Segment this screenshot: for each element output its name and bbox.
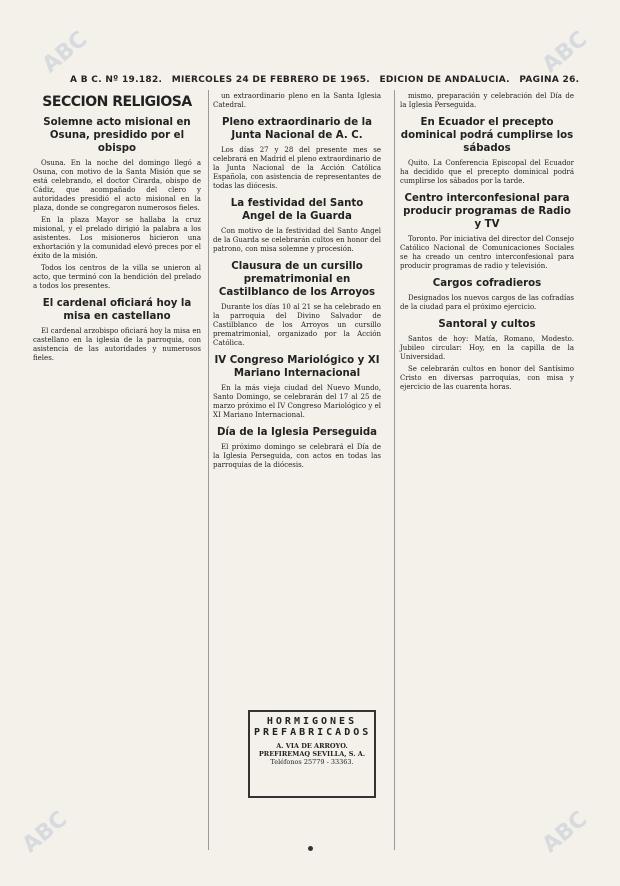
article-paragraph: Designados los nuevos cargos de las cofradías de la ciudad para el próximo ejercicio. (400, 294, 574, 311)
edition: EDICION DE ANDALUCIA. (379, 75, 510, 85)
article-headline: En Ecuador el precepto dominical podrá cumplirse los sábados (400, 117, 574, 154)
article-headline: Cargos cofradieros (432, 278, 542, 289)
section-title: SECCION RELIGIOSA (42, 94, 192, 110)
watermark: ABC (37, 26, 93, 79)
article-paragraph: El cardenal arzobispo oficiará hoy la misa en castellano en la iglesia de la parroquia, con asistencia de las autoridades y numerosos fieles. (33, 327, 201, 362)
article-headline: Centro interconfesional para producir programas de Radio y TV (403, 193, 571, 230)
column-3 (400, 92, 574, 395)
column-2 (213, 92, 381, 473)
column-divider (394, 90, 395, 850)
page-header (70, 75, 585, 85)
article-paragraph: En la plaza Mayor se hallaba la cruz misional, y el prelado dirigió la palabra a los asistentes. Los misioneros hicieron una exhortación y la comunidad elevó preces por el éxito de la misión. (33, 216, 201, 260)
article-paragraph: mismo, preparación y celebración del Día de la Iglesia Perseguida. (400, 92, 574, 109)
article-headline: Solemne acto misional en Osuna, presidido por el obispo (43, 117, 191, 154)
article-paragraph: Los días 27 y 28 del presente mes se celebrará en Madrid el pleno extraordinario de la Junta Nacional de la Acción Católica Española, con asistencia de representantes de todas las diócesis. (213, 146, 381, 190)
article-headline: Pleno extraordinario de la Junta Nacional de A. C. (221, 117, 373, 141)
article-headline: Clausura de un cursillo prematrimonial en Castilblanco de los Arroyos (218, 261, 376, 298)
ad-phone: Teléfonos 25779 - 33363. (270, 758, 354, 766)
article-paragraph: El próximo domingo se celebrará el Día de la Iglesia Perseguida, con actos en todas las parroquias de la diócesis. (213, 443, 381, 469)
article-headline: La festividad del Santo Angel de la Guarda (230, 198, 364, 222)
ad-line: A. VIA DE ARROYO. (276, 742, 348, 750)
column-1 (33, 92, 201, 366)
article-headline: Santoral y cultos (438, 319, 536, 330)
date: MIERCOLES 24 DE FEBRERO DE 1965. (171, 75, 371, 85)
article-paragraph: En la más vieja ciudad del Nuevo Mundo, Santo Domingo, se celebrarán del 17 al 25 de marzo próximo el IV Congreso Mariológico y el XI Mariano Internacional. (213, 384, 381, 419)
page-ornament (308, 846, 313, 851)
article-paragraph: Todos los centros de la villa se unieron al acto, que terminó con la bendición del prelado a todos los presentes. (33, 264, 201, 290)
ad-line: PREFIREMAQ SEVILLA, S. A. (258, 750, 366, 758)
article-paragraph: Quito. La Conferencia Episcopal del Ecuador ha decidido que el precepto dominical podrá cumplirse los sábados por la tarde. (400, 159, 574, 185)
page-number: PAGINA 26. (519, 75, 580, 85)
column-divider (208, 90, 209, 850)
ad-line: PREFABRICADOS (254, 727, 372, 738)
article-paragraph: Osuna. En la noche del domingo llegó a Osuna, con motivo de la Santa Misión que se está celebrando, el doctor Cirarda, obispo de Cádiz, que acompañado del clero y autoridades presidió el acto misional en la plaza, donde se congregaron numerosos fieles. (33, 159, 201, 212)
article-paragraph: Santos de hoy: Matía, Romano, Modesto. Jubileo circular: Hoy, en la capilla de la Universidad. (400, 335, 574, 361)
watermark: ABC (537, 26, 593, 79)
article-paragraph: Se celebrarán cultos en honor del Santísimo Cristo en diversas parroquias, con misa y ejercicio de las cuarenta horas. (400, 365, 574, 391)
advertisement (248, 710, 376, 798)
watermark: ABC (537, 806, 593, 859)
watermark: ABC (17, 806, 73, 859)
article-paragraph: un extraordinario pleno en la Santa Iglesia Catedral. (213, 92, 381, 109)
article-headline: Día de la Iglesia Perseguida (216, 427, 378, 438)
article-headline: IV Congreso Mariológico y XI Mariano Internacional (214, 355, 380, 379)
article-paragraph: Durante los días 10 al 21 se ha celebrado en la parroquia del Divino Salvador de Castilblanco de los Arroyos un cursillo prematrimonial, organizado por la Acción Católica. (213, 303, 381, 347)
article-paragraph: Toronto. Por iniciativa del director del Consejo Católico Nacional de Comunicaciones Sociales se ha creado un centro interconfesional para producir programas de radio y televisión. (400, 235, 574, 270)
article-headline: El cardenal oficiará hoy la misa en castellano (42, 298, 192, 322)
paper-id: A B C. Nº 19.182. (70, 75, 163, 85)
ad-line: HORMIGONES (266, 716, 358, 727)
article-paragraph: Con motivo de la festividad del Santo Angel de la Guarda se celebrarán cultos en honor del patrono, con misa solemne y procesión. (213, 227, 381, 253)
